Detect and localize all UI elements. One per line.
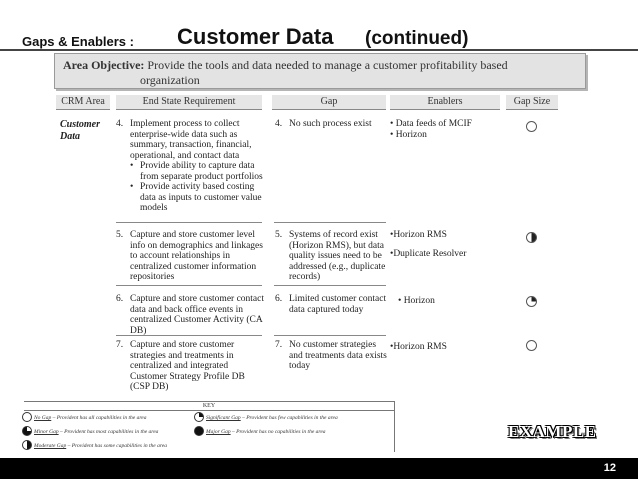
minor-gap-icon	[22, 426, 32, 436]
objective-line-2: organization	[140, 73, 200, 87]
row-divider	[116, 335, 262, 336]
moderate-gap-icon	[22, 440, 32, 450]
title-suffix: (continued)	[365, 28, 469, 49]
requirement-number: 6.	[116, 294, 124, 304]
gap-row-6	[275, 294, 387, 315]
requirement-bullet: • Provide ability to capture data from separate product portfolios	[116, 161, 266, 182]
key-minor-gap-label: Minor Gap	[34, 429, 59, 435]
requirement-text: Implement process to collect enterprise-wide data such as summary, transaction, financial, operational, and contact data	[130, 119, 252, 161]
key-moderate-gap	[34, 442, 167, 450]
gap-size-significant-icon	[526, 296, 537, 307]
footer-bar	[0, 458, 638, 479]
title-prefix: Gaps & Enablers :	[22, 34, 134, 49]
key-minor-gap-desc: – Provident has most capabilities in the area	[59, 429, 159, 435]
area-objective-box	[54, 53, 586, 89]
gap-size-none-icon	[526, 121, 537, 132]
page-number: 12	[603, 462, 616, 474]
key-divider	[24, 410, 394, 411]
gap-row-5	[275, 230, 387, 283]
objective-label: Area Objective:	[63, 58, 145, 72]
key-major-gap-label: Major Gap	[206, 429, 231, 435]
header-enablers: Enablers	[390, 95, 500, 110]
key-significant-gap	[206, 414, 338, 422]
key-no-gap	[34, 414, 146, 422]
requirement-number: 4.	[116, 119, 124, 129]
gap-size-key	[24, 401, 395, 452]
key-moderate-gap-label: Moderate Gap	[34, 443, 67, 449]
gap-size-none-icon	[526, 340, 537, 351]
gap-number: 7.	[275, 340, 283, 350]
row-divider	[274, 285, 386, 286]
enabler-item: •Duplicate Resolver	[390, 248, 467, 259]
row-divider	[116, 285, 262, 286]
enablers-row-6	[398, 296, 502, 307]
requirement-text: Capture and store customer level info on demographics and linkages to account relationships in centralized customer information repositories	[130, 230, 263, 282]
enablers-row-7	[390, 342, 502, 353]
gap-row-7	[275, 340, 387, 372]
objective-line-1: Provide the tools and data needed to manage a customer profitability based	[147, 58, 508, 72]
requirement-bullet: • Provide activity based costing data as inputs to customer value models	[116, 182, 266, 214]
requirement-number: 5.	[116, 230, 124, 240]
key-major-gap	[206, 428, 326, 436]
gap-row-4	[275, 119, 387, 130]
requirement-row-6	[116, 294, 266, 336]
gap-size-moderate-icon	[526, 232, 537, 243]
gap-number: 6.	[275, 294, 283, 304]
requirement-row-7	[116, 340, 266, 393]
gap-text: No customer strategies and treatments data exists today	[289, 340, 387, 371]
gap-number: 4.	[275, 119, 283, 129]
gap-text: Limited customer contact data captured today	[289, 294, 387, 315]
gap-number: 5.	[275, 230, 283, 240]
page-title: Customer Data	[177, 24, 334, 49]
requirement-text: Capture and store customer contact data and back office events in centralized Customer Activity (CA DB)	[130, 294, 265, 336]
enabler-item: • Horizon	[390, 129, 427, 140]
enabler-item: • Horizon	[398, 296, 435, 306]
key-no-gap-label: No Gap	[34, 415, 52, 421]
header-crm-area: CRM Area	[56, 95, 110, 110]
header-end-state-requirement: End State Requirement	[116, 95, 262, 110]
header-gap-size: Gap Size	[506, 95, 558, 110]
enabler-item: • Data feeds of MCIF	[390, 119, 472, 129]
key-moderate-gap-desc: – Provident has some capabilities in the area	[67, 443, 167, 449]
enabler-item: •Horizon RMS	[390, 230, 447, 240]
gap-text: No such process exist	[289, 119, 372, 129]
enablers-row-4	[390, 119, 502, 140]
requirement-text: Capture and store customer strategies and treatments in centralized and integrated Customer Strategy Profile DB (CSP DB)	[130, 340, 245, 392]
crm-area-value: Customer Data	[60, 119, 101, 142]
requirement-row-4	[116, 119, 266, 214]
area-objective-text	[63, 58, 563, 88]
row-divider	[116, 222, 262, 223]
row-divider	[274, 222, 386, 223]
no-gap-icon	[22, 412, 32, 422]
example-stamp: EXAMPLE	[508, 422, 597, 441]
header-gap: Gap	[272, 95, 386, 110]
key-title: KEY	[202, 403, 216, 409]
title-divider	[0, 49, 638, 51]
enabler-item: •Horizon RMS	[390, 342, 447, 352]
gap-text: Systems of record exist (Horizon RMS), but data quality issues need to be addressed (e.g., duplicate records)	[289, 230, 386, 282]
significant-gap-icon	[194, 412, 204, 422]
enablers-row-5	[390, 230, 502, 259]
requirement-row-5	[116, 230, 266, 283]
key-minor-gap	[34, 428, 158, 436]
major-gap-icon	[194, 426, 204, 436]
key-significant-gap-desc: – Provident has few capabilities in the area	[242, 415, 338, 421]
key-major-gap-desc: – Provident has no capabilities in the area	[231, 429, 326, 435]
requirement-number: 7.	[116, 340, 124, 350]
key-no-gap-desc: – Provident has all capabilities in the area	[52, 415, 147, 421]
key-significant-gap-label: Significant Gap	[206, 415, 241, 421]
row-divider	[274, 335, 386, 336]
